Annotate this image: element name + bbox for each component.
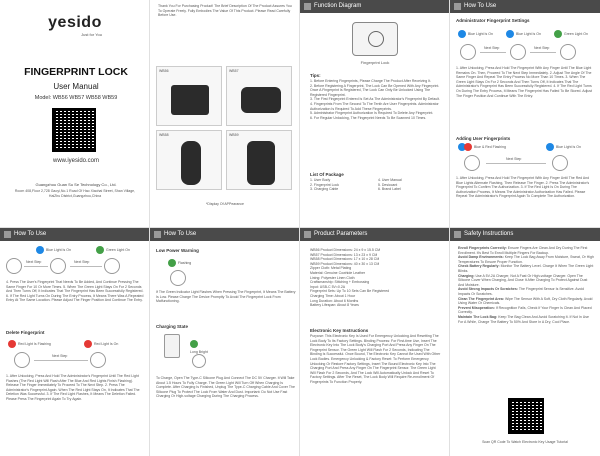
safety-item-text: Keep The Lock Bag Away From Moisture, Sweat, Or High Temperatures To Ensure Proper Function. (458, 255, 594, 264)
next-step-label: Next Step (506, 157, 522, 161)
manual-subtitle: User Manual (53, 82, 99, 91)
adding-title: Adding User Fingerprints (456, 136, 511, 141)
fingerprint-icon (560, 44, 576, 60)
section-header: Function Diagram (300, 0, 450, 13)
admin-steps: 1. After Unlocking, Press And Hold The Fingerprint With Any Finger Until The Blue Light Remains On. Then, Proceed To The Next Step Immediately. 2. Adjust The Angle Of The Same Finger And Repeat The Entry Process No More Than 10 Times. 3. When The Green Light Stays On For 2 Seconds And Then Turns Off, It Indicates That The Administrator's Fingerprint Has Been Successfully Registered. 4. If The Red Light Turns On During The Entry Process, It Means The Fingerprint Has Failed To Be Stored. Adjust The Finger Position And Continue With The Entry. (456, 66, 592, 98)
tip-item: 6. For Regular Unlocking, The Fingerprint Needs To Be Scanned 10 Times. (310, 115, 427, 120)
green-light-icon (96, 246, 104, 254)
next-step-label: Next Step (484, 46, 500, 50)
bag-image (241, 87, 281, 113)
product-parameters-panel (300, 228, 450, 456)
light-label: Green Light On (106, 248, 130, 252)
param-item: WB59 Product Dimensions: 40 x 30 x 13 CM (310, 261, 380, 266)
arrow-line (70, 266, 102, 267)
package-item: 4. User Manual (378, 178, 402, 182)
blue-light-icon (458, 30, 466, 38)
next-step-label: Next Step (52, 354, 68, 358)
blue-light-icon (506, 30, 514, 38)
fingerprint-icon (170, 270, 186, 286)
param-item: Craftsmanship: Stitching + Embossing (310, 280, 370, 285)
model-line: Model: WB56 WB57 WB58 WB59 (34, 95, 118, 101)
delete-steps: 1. After Unlocking, Press And Hold The Administrator's Fingerprint Until The Red Light Flashes (The Red Light Will Flash After The Blue And Red Lights Finish Flashing). Release The Finger Immediately To Proceed To The Next Step. 2. Press The Administrator's Fingerprint Again. When The Red Light Stays On, It Indicates That The Deletion Was Successful. 3. If The Red Light Flashes, It Means The Deletion Failed. Please Press The Fingerprint Again To Try Again. (6, 374, 140, 401)
green-light-icon (190, 340, 198, 348)
fingerprint-icon (6, 258, 22, 274)
charging-cable-icon (164, 334, 180, 358)
how-to-use-panel-3 (150, 228, 300, 456)
section-header: How To Use (0, 228, 150, 241)
cover-panel (0, 0, 150, 228)
param-item: Charging Time: About 1 Hour (310, 293, 356, 298)
safety-item (458, 264, 594, 273)
low-power-text: If The Green Indicator Light Flashes When Pressing The Fingerprint, It Means The Battery Is Low. Please Charge The Device Promptly To Avoid The Fingerprint Lock From Malfunctioning. (156, 290, 296, 304)
safety-item (458, 315, 594, 324)
light-label: Blue Light Is On (516, 32, 541, 36)
safety-item-title: Avoid Damp Environments: (458, 255, 504, 260)
red-light-icon (84, 340, 92, 348)
low-power-title: Low Power Warning (156, 248, 199, 253)
intro-panel (150, 0, 300, 228)
parameters-list (310, 248, 442, 308)
arrow-line (480, 52, 506, 53)
safety-item-text: Ensure Fingers Are Clean And Dry During The First Enrollment. It's Best To Enroll Multiple Fingers For Backup. (458, 246, 588, 255)
light-label: Red Light Is On (94, 342, 119, 346)
tips-title: Tips: (310, 73, 321, 78)
safety-item-text: Wipe The Sensor With A Soft, Dry Cloth Regularly. Avoid Using Water Or Chemicals. (458, 296, 593, 306)
safety-item-text: Keep The Bag Clean And Avoid Scratching It. If Not In Use For A While, Charge The Battery To 50% And Store In A Dry, Cool Place. (458, 314, 589, 324)
safety-item (458, 255, 594, 264)
package-title: List Of Package (310, 172, 344, 177)
appearance-note: *Display Of APPearance (206, 202, 244, 206)
company-address: Room 408,Floor 2,728 Gaoyi,No.1 Road Of Hao Xiaohai Street, Shan Village, HaiZhu District,Guangzhou,China (14, 189, 136, 198)
section-header: Safety Instructions (450, 228, 600, 241)
fingerprint-icon (368, 31, 384, 47)
product-image-wb57 (226, 66, 292, 126)
manual-title: FINGERPRINT LOCK (24, 66, 128, 78)
website: www.iyesido.com (52, 158, 99, 164)
blue-light-icon (36, 246, 44, 254)
light-label: Red Light Is Flashing (18, 342, 51, 346)
product-image-wb59 (226, 130, 292, 190)
model-label: WB58 (159, 133, 169, 137)
safety-item-title: Clean The Fingerprint Area: (458, 296, 504, 301)
param-item: Battery Lifespan: About 8 Years (310, 303, 359, 308)
package-item: 5. Desiccant (378, 182, 398, 187)
fingerprint-icon (192, 354, 206, 368)
red-light-icon (464, 143, 472, 151)
bag-image (181, 141, 201, 185)
add-steps: 4. Press The User's Fingerprint That Needs To Be Added, And Continue Pressing The Same Finger For 10 Or More Times. 5. When The Green Light Stays On For 2 Seconds And Then Turns Off, It Indicates That The Fingerprint Has Been Successfully Registered. 6. If The Red Light Turns On During The Entry Process, It Means There Was A Repeated Entry At The Same Location. Please Adjust The Finger Position And Continue The Entry. (6, 280, 144, 303)
product-image-wb58 (156, 130, 222, 190)
red-light-icon (8, 340, 16, 348)
intro-text: Thank You For Purchasing Product! The Brief Description Of The Product Assures You To Operate Freely. Fully Embodies The Value Of This Product. Please Read Carefully Before Use. (158, 4, 292, 18)
how-to-use-panel-2 (0, 228, 150, 456)
safety-item-text: The Fingerprint Sensor Is Sensitive. Avoid Impacts Or Scratches. (458, 287, 584, 296)
param-item: WB58 Product Dimensions: 17 x 10 x 28 CM (310, 257, 380, 262)
product-image-wb56 (156, 66, 222, 126)
safety-item (458, 287, 594, 296)
fingerprint-icon (90, 352, 106, 368)
section-header: How To Use (450, 0, 600, 13)
charging-title: Charging State (156, 324, 189, 329)
fingerprint-icon (464, 155, 480, 171)
brand-name: yesido (48, 14, 102, 31)
light-label: Blue Light Is On (556, 145, 581, 149)
tip-item: 2. Before Registering A Fingerprint, The Lock Can Be Opened With Any Fingerprint. Once A Fingerprint Is Registered, The Lock Can Only Be Unlocked Using The Registered Fingerprint. (310, 83, 440, 97)
tip-item: 3. The First Fingerprint Entered Is Set As The Administrator's Fingerprint By Default. (310, 97, 440, 102)
company-name: Guangzhou Guan Su Se Technology Co., Ltd. (35, 182, 117, 187)
lock-label: Fingerprint Lock (360, 60, 390, 65)
section-header: How To Use (150, 228, 300, 241)
brand-logo (30, 14, 120, 37)
package-item: 1. User Body (310, 178, 331, 182)
safety-item-title: Avoid Strong Impacts Or Scratches: (458, 287, 518, 292)
arrow-line (34, 360, 88, 361)
safety-instructions-panel (450, 228, 600, 456)
package-item: 2. Fingerprint Lock (310, 182, 339, 187)
package-item: 6. Brand Label (378, 187, 401, 192)
safety-item-title: Maintain The Lock Bag: (458, 314, 498, 319)
light-label: Blue Light Is On (468, 32, 493, 36)
tip-item: 5. Administrator Fingerprint Authorization Is Required To Delete Any Fingerprint. (310, 111, 434, 116)
safety-item-text: If Recognition Fails, Check If Your Finger Is Clean And Placed Correctly. (458, 305, 592, 315)
light-label: Long Bright (190, 350, 208, 354)
section-header: Product Parameters (300, 228, 450, 241)
package-list-right (378, 178, 438, 192)
safety-item-text: Monitor The Battery Level. Charge It When The Green Light Blinks. (458, 264, 594, 273)
adding-steps: 1. After Unlocking, Press And Hold The Fingerprint With Any Finger Until The Red And Blue Lights Alternate Flashing, Then Release The Finger. 2. Press The Administrator's Fingerprint To Confirm The Authorization. 3. If The Red Light Is On During The Authorization Process, It Means The Administrator Authorization Has Failed. Please Repeat The Administrator's Fingerprint Again To Complete The Authorization. (456, 176, 590, 199)
package-item: 3. Charging Cable (310, 187, 339, 192)
param-item: Long Duration: About 6 Months (310, 298, 359, 303)
safety-item (458, 297, 594, 306)
qr-caption: Scan QR Code To Watch Electronic Key Usage Tutorial (482, 440, 568, 444)
lock-diagram (352, 22, 398, 56)
safety-list (458, 246, 594, 324)
model-label: WB56 (159, 69, 169, 73)
bag-image (171, 85, 209, 115)
how-to-use-panel-1 (450, 0, 600, 228)
safety-item-title: Check Battery Regularly: (458, 264, 500, 269)
safety-item (458, 246, 594, 255)
fingerprint-icon (460, 44, 476, 60)
arrow-line (24, 266, 48, 267)
model-label: WB59 (229, 133, 239, 137)
light-label: Blue & Red Flashing (474, 145, 506, 149)
light-label: Flashing (178, 261, 192, 265)
param-item: Material: Genuine Cowhide Leather (310, 270, 366, 275)
arrow-line (530, 52, 556, 53)
model-label: WB57 (229, 69, 239, 73)
charging-text: To Charge, Open The Type-C Silicone Plug And Connect The DC 5V Charger. It Will Take About 1.5 Hours To Fully Charge. The Green Light Will Turn Off When Charging Is Complete. After Charging Is Finished, Unplug The Type-C Charging Cable And Cover The Silicone Plug To Protect The Lock From Water And Dust. Important: Do Not Use Fast Charging Or High-voltage Charging During The Charging Process. (156, 376, 295, 399)
param-item: WB57 Product Dimensions: 13 x 23 x 9 CM (310, 252, 378, 257)
safety-item-text: Use A 5V-2A Charger, Not A Fast Or High-voltage Charger. Open The Silicone Cover When Charging, And Close It After Charging To Protect Against Dust And Moisture. (458, 273, 588, 287)
green-light-icon (168, 259, 176, 267)
safety-item (458, 274, 594, 288)
safety-item (458, 306, 594, 315)
fingerprint-icon (104, 258, 120, 274)
blue-light-icon (546, 143, 554, 151)
param-item: Zipper Cloth: Metal Plating (310, 266, 352, 271)
light-label: Blue Light Is On (46, 248, 71, 252)
function-diagram-panel (300, 0, 450, 228)
admin-title: Administrator Fingerprint Settings (456, 18, 530, 23)
electronic-key-text: Purpose: This Electronic Key Is Used For Emergency Unlocking And Resetting The Lock Body To Its Factory Settings. Binding Process: For First-time Use, Insert The Electronic Key Into The Lock Body's Charging Port And Press Any Finger On The Fingerprint Sensor. The Green Light Will Flash For 2 Seconds, Indicating The Binding Is Successful. Once Bound, The Electronic Key Cannot Be Used With Other Lock Bodies. Emergency Unlocking & Factory Reset: To Perform Emergency Unlocking Or Restore Factory Settings, Insert The Bound Electronic Key Into The Charging Port And Press Any Finger On The Fingerprint Sensor. The Green Light Will Flash For 2 Seconds, And The Lock Will Automatically Unlock And Reset To Factory Settings. After The Reset, The Lock Body Will Require Re-enrollment Of Fingerprints To Function Properly. (310, 334, 441, 384)
brand-tagline: Just for You (81, 32, 102, 37)
qr-code (508, 398, 544, 434)
green-light-icon (554, 30, 562, 38)
tip-item: 4. Fingerprints From The Second To The Tenth Are User Fingerprints. Administrator Authorization Is Required To Add These Fingerprints. (310, 101, 439, 111)
safety-item-title: Prevent Misoperation: (458, 305, 495, 310)
qr-code (52, 108, 96, 152)
fingerprint-icon (552, 155, 568, 171)
tips-list (310, 79, 440, 120)
param-item: Input: USB-C 5V=0.2A (310, 284, 346, 289)
param-item: WB56 Product Dimensions: 24 x 9 x 15.5 CM (310, 248, 381, 252)
package-list-left (310, 178, 370, 192)
param-item: Fingerprint Sets: Up To 10 Sets Can Be Registered (310, 289, 390, 294)
safety-item-title: Charging: (458, 273, 475, 278)
fingerprint-icon (50, 258, 66, 274)
next-step-label: Next Step (534, 46, 550, 50)
param-item: Lining: Polyester Linen Cloth (310, 275, 355, 280)
tip-item: 1. Before Entering Fingerprints, Please Charge The Product After Receiving It. (310, 79, 432, 83)
next-step-label: Next Step (26, 260, 42, 264)
fingerprint-icon (510, 44, 526, 60)
electronic-key-title: Electronic Key Instructions (310, 328, 369, 333)
safety-item-title: Enroll Fingerprints Correctly: (458, 246, 507, 250)
delete-title: Delete Fingerprint (6, 330, 45, 335)
fingerprint-icon (14, 352, 30, 368)
bag-image (247, 141, 275, 185)
light-label: Green Light On (564, 32, 588, 36)
arrow-line (486, 163, 546, 164)
next-step-label: Next Step (74, 260, 90, 264)
